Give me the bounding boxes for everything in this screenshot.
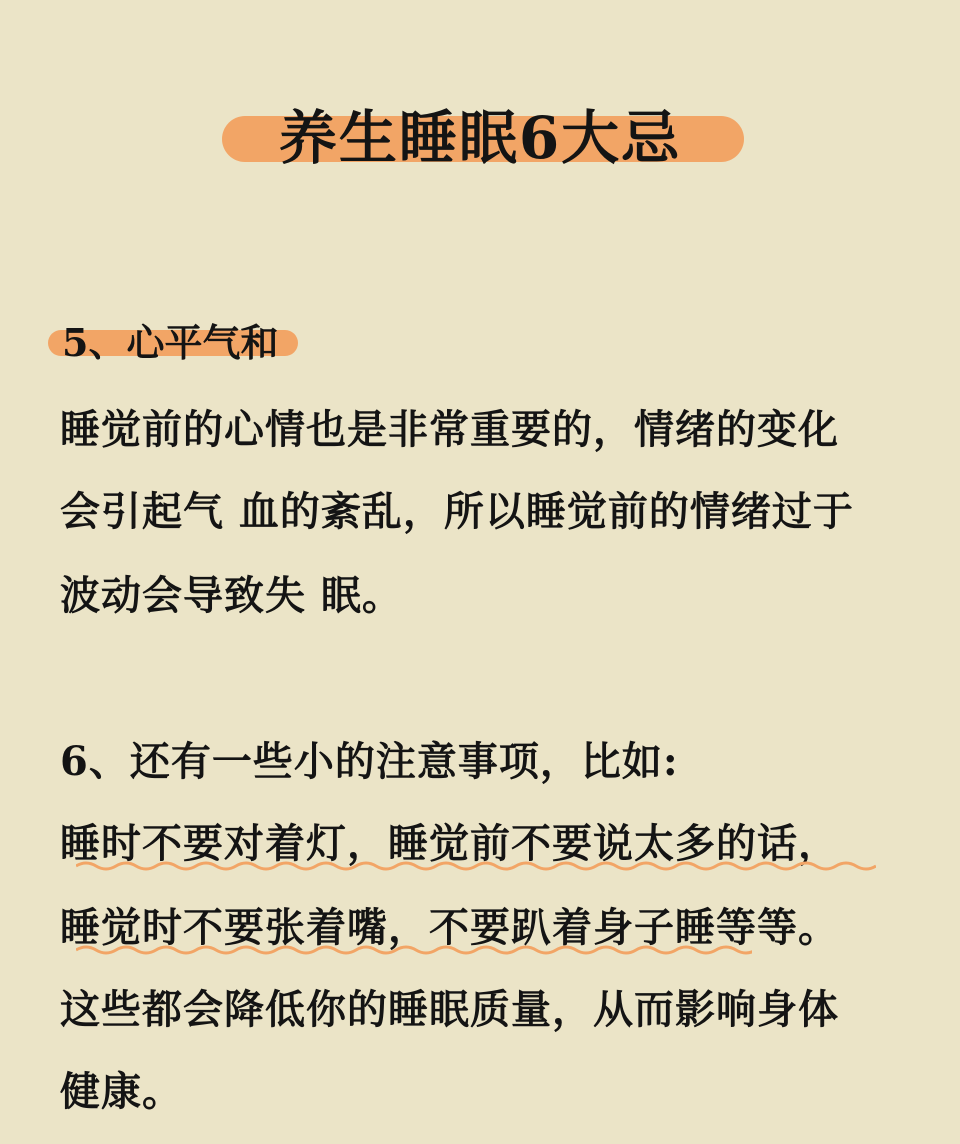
section-6-line-2: 睡觉时不要张着嘴，不要趴着身子睡等等。: [60, 904, 839, 951]
section-5-line-2: 会引起气 血的紊乱，所以睡觉前的情绪过于: [60, 488, 854, 535]
section-6-line-4: 健康。: [60, 1068, 183, 1115]
section-5-heading: 5、心平气和: [62, 320, 279, 365]
title-block: [0, 88, 960, 188]
section-5-line-3: 波动会导致失 眠。: [60, 572, 403, 619]
section-6-heading: 6、还有一些小的注意事项，比如:: [60, 738, 679, 785]
underline-wave-2: [76, 944, 752, 956]
section-6-line-3: 这些都会降低你的睡眠质量，从而影响身体: [60, 986, 839, 1033]
section-5-heading-block: [48, 318, 308, 368]
underline-wave-1: [76, 860, 876, 872]
section-6-line-1: 睡时不要对着灯，睡觉前不要说太多的话，: [60, 820, 839, 867]
section-5-line-1: 睡觉前的心情也是非常重要的，情绪的变化: [60, 406, 839, 453]
page-title: 养生睡眠6大忌: [278, 104, 682, 172]
